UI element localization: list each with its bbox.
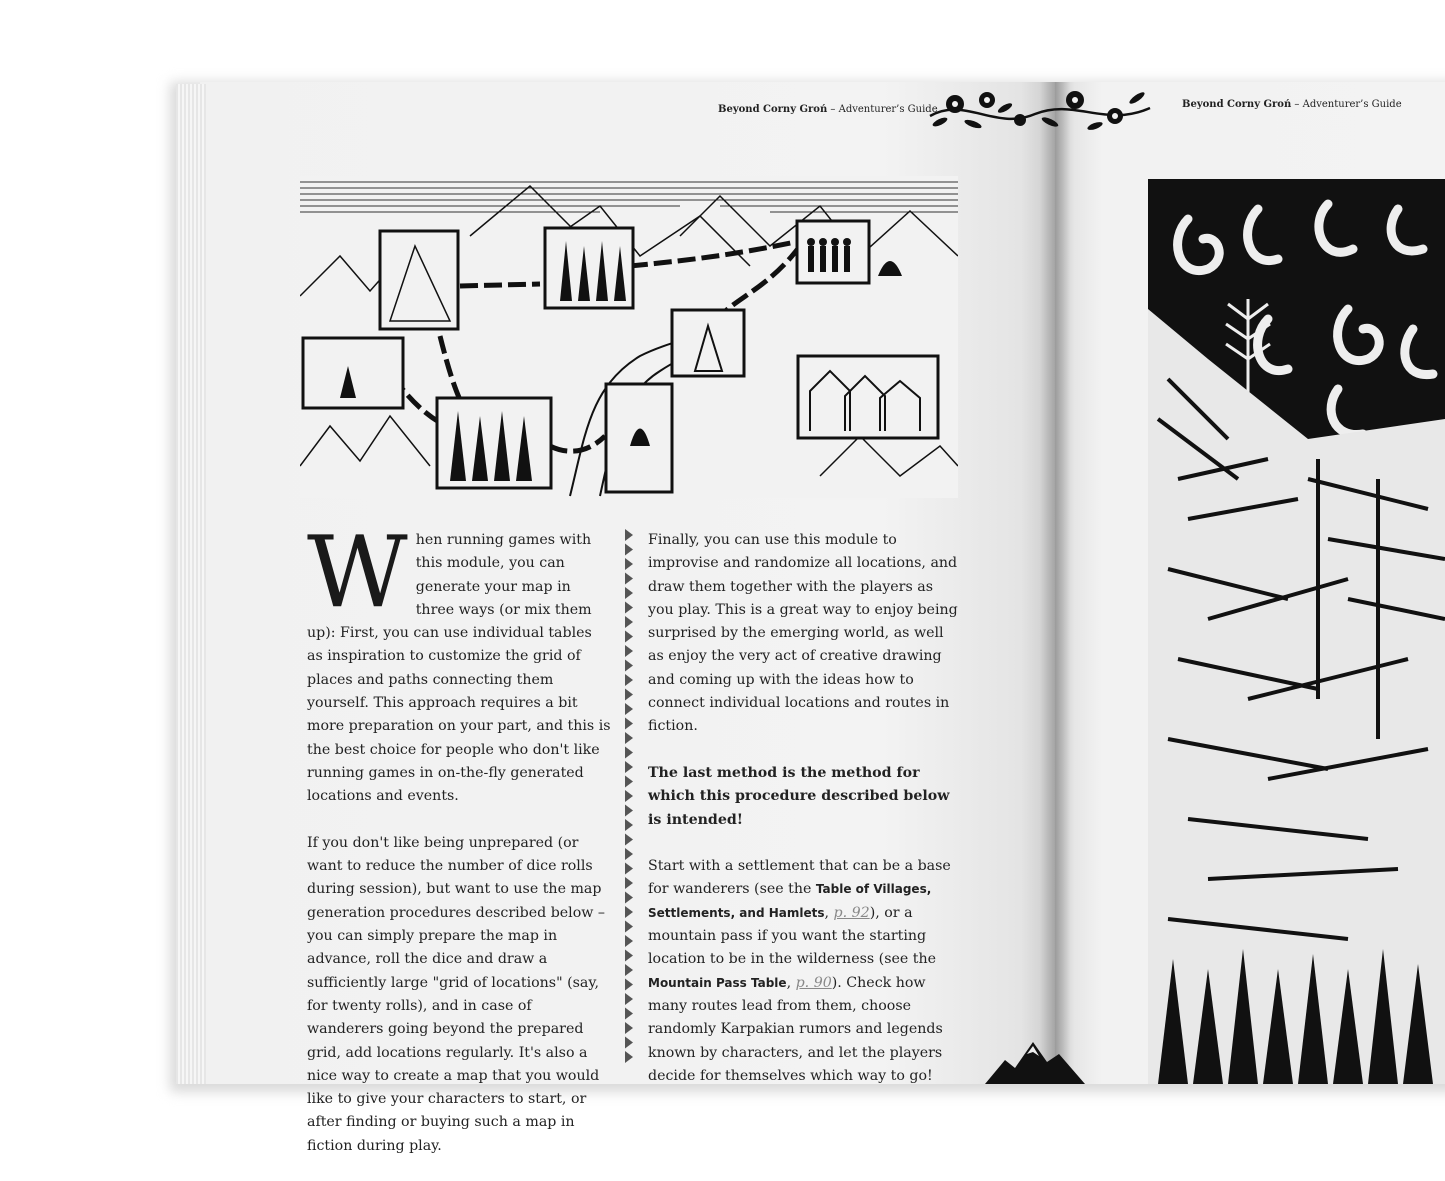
left-running-header (718, 104, 938, 115)
dropcap-letter: W (307, 516, 408, 630)
header-subtitle: – Adventurer’s Guide (827, 104, 938, 115)
mountain-silhouette-icon (985, 1040, 1085, 1084)
paragraph-last-method: The last method is the method for which this procedure described below is intended! (648, 764, 950, 828)
page-edges (176, 84, 206, 1084)
table-ref-villages[interactable]: Table of Villages, Settlements, and Hamlets (648, 882, 932, 920)
page-link-90[interactable]: p. 90 (795, 974, 832, 991)
text-column-2 (648, 529, 958, 1111)
right-running-header (1182, 99, 1402, 110)
text-column-1 (307, 516, 612, 1181)
woodcut-illustration (1148, 179, 1445, 1084)
header-book-title: Beyond Corny Groń (718, 104, 828, 115)
triangle-divider (622, 528, 636, 1064)
text-start: Start with a settlement that can be a base for wanderers (see the (648, 858, 951, 898)
page-link-92[interactable]: p. 92 (833, 904, 870, 921)
header-book-title-right: Beyond Corny Groń (1182, 99, 1292, 110)
text-mountain-pass: ), or a mountain pass if you want the starting location to be in the wilderness (see the (648, 904, 937, 968)
book-gutter (1040, 82, 1070, 1084)
text-routes: ). Check how many routes lead from them, choose randomly Karpakian rumors and legends known by characters, and let the players decide for themselves which way to go! (648, 974, 943, 1084)
paragraph-prepare-map: If you don't like being unprepared (or want to reduce the number of dice rolls during session), but want to use the map generation procedures described below – you can simply prepare the map in advance, roll the dice and draw a sufficiently large "grid of locations" (say, for twenty rolls), and in case of wanderers going beyond the prepared grid, add locations regularly. It's also a nice way to create a map that you would like to give your characters to start, or after finding or buying such a map in fiction during play. (307, 834, 606, 1154)
map-illustration (300, 176, 958, 498)
floral-ornament-icon (925, 86, 1155, 136)
paragraph-improvise: Finally, you can use this module to improvise and randomize all locations, and draw them together with the players as you play. This is a great way to enjoy being surprised by the emerging world, as well as enjoy the very act of creative drawing and coming up with the ideas how to connect individual locations and routes in fiction. (648, 532, 958, 735)
table-ref-mountain-pass[interactable]: Mountain Pass Table (648, 975, 787, 990)
paragraph-methods-intro: hen running games with this module, you can generate your map in three ways (or mix them up): First, you can use individual tables as inspiration to customize the grid of places and paths connecting them yourself. This approach requires a bit more preparation on your part, and this is the best choice for people who don't like running games in on-the-fly generated locations and events. (307, 532, 611, 805)
text-comma-1: , (824, 904, 834, 921)
text-comma-2: , (786, 974, 796, 991)
paragraph-start-settlement (648, 855, 958, 1088)
header-subtitle-right: – Adventurer’s Guide (1291, 99, 1402, 110)
